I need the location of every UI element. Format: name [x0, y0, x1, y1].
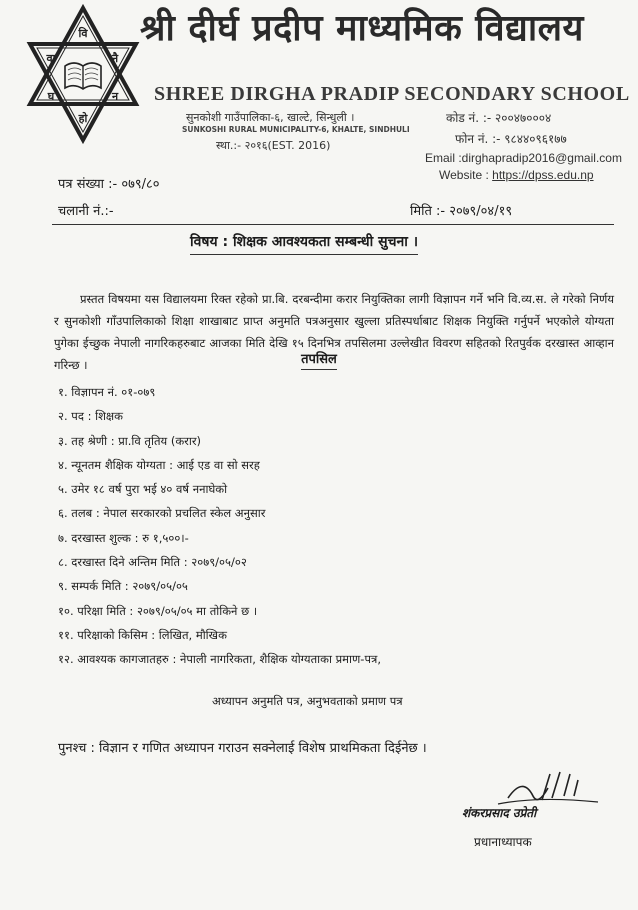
list-item: ९. सम्पर्क मिति : २०७९/०५/०५: [58, 579, 188, 594]
list-item: ११. परिक्षाको किसिम : लिखित, मौखिक: [58, 627, 227, 642]
website-link[interactable]: https://dpss.edu.np: [492, 168, 594, 182]
signatory-title: प्रधानाध्यापक: [474, 835, 532, 849]
emblem-letter-bottom: हो: [78, 112, 88, 125]
details-heading: [0, 349, 638, 367]
email-address: Email :dirghapradip2016@gmail.com: [425, 151, 622, 165]
emblem-letter-top-right: नै: [111, 52, 119, 65]
address-english: SUNKOSHI RURAL MUNICIPALITY-6, KHALTE, SINDHULI: [182, 125, 410, 134]
body-paragraph: प्रस्तत विषयमा यस विद्यालयमा रिक्त रहेको प्रा.बि. दरबन्दीमा करार नियुक्तिका लागी विज्ञापन गर्ने भनि वि.व्य.स. ले गरेको निर्णय र सुनकोशी गाँउपालिकाको शिक्षा शाखाबाट प्राप्त अनुमति पत्रअनुसार खुल्ला प्रतिस्पर्धाबाट शिक्षक नियुक्ति गर्नुपर्ने भएकोले योग्यता पुगेका ईच्छुक नेपाली नागरिकहरुबाट आजका मिति देखि १५ दिनभित्र तपसिलमा उल्लेखीत विवरण सहितको रितपुर्वक दरखास्त आव्हान गरिन्छ ।: [54, 292, 614, 372]
list-item: ३. तह श्रेणी : प्रा.वि तृतिय (करार): [58, 433, 202, 448]
postscript: पुनश्च : विज्ञान र गणित अध्यापन गराउन सक्नेलाई विशेष प्राथमिकता दिईनेछ ।: [58, 741, 427, 756]
list-item: ६. तलब : नेपाल सरकारको प्रचलित स्केल अनुसार: [58, 506, 266, 521]
header-divider: [52, 224, 614, 225]
details-list: [58, 380, 381, 672]
list-item: ८. दरखास्त दिने अन्तिम मिति : २०७९/०५/०२: [58, 555, 247, 570]
list-item: १०. परिक्षा मिति : २०७९/०५/०५ मा तोकिने छ ।: [58, 603, 258, 618]
list-item: २. पद : शिक्षक: [58, 409, 123, 424]
school-code: कोड नं. :- २००४७०००४: [446, 111, 552, 125]
reference-number: पत्र संख्या :- ०७९/८०: [58, 177, 160, 192]
list-item: ५. उमेर १८ वर्ष पुरा भई ४० वर्ष ननाघेको: [58, 482, 228, 497]
list-item-continuation: अध्यापन अनुमति पत्र, अनुभवताको प्रमाण पत्र: [212, 694, 403, 708]
emblem-letter-top-left: वा: [46, 52, 56, 65]
list-item: १२. आवश्यक कागजातहरु : नेपाली नागरिकता, शैक्षिक योग्यताका प्रमाण-पत्र,: [58, 652, 381, 667]
list-item: १. विज्ञापन नं. ०१-०७९: [58, 385, 156, 399]
signatory-name: शंकरप्रसाद उप्रेती: [462, 806, 537, 820]
website-line: [439, 168, 594, 182]
list-item: ७. दरखास्त शुल्क : रु १,५००।-: [58, 530, 189, 545]
letter-date: मिति :- २०७९/०४/१९: [410, 204, 513, 219]
school-name-english: SHREE DIRGHA PRADIP SECONDARY SCHOOL: [154, 83, 630, 105]
subject-line: विषय : शिक्षक आवश्यकता सम्बन्धी सुचना ।: [190, 232, 418, 255]
emblem-letter-bottom-left: घ: [47, 90, 55, 103]
school-name-nepali: श्री दीर्घ प्रदीप माध्यमिक विद्यालय: [140, 7, 584, 49]
dispatch-number: चलानी नं.:-: [58, 204, 114, 219]
emblem-letter-top: वि: [78, 27, 88, 40]
school-emblem-icon: [22, 4, 144, 144]
emblem-letter-bottom-right: न: [111, 90, 119, 103]
address-nepali: सुनकोशी गाउँपालिका-६, खाल्टे, सिन्धुली ।: [186, 111, 355, 124]
list-item: ४. न्यूनतम शैक्षिक योग्यता : आई एड वा सो सरह: [58, 457, 260, 472]
website-label: Website :: [439, 168, 493, 182]
phone-number: फोन नं. :- ९८४४०९६१७७: [455, 132, 567, 146]
established-year: स्था.:- २०१६(EST. 2016): [216, 139, 331, 152]
details-heading-text: तपसिल: [301, 352, 337, 370]
